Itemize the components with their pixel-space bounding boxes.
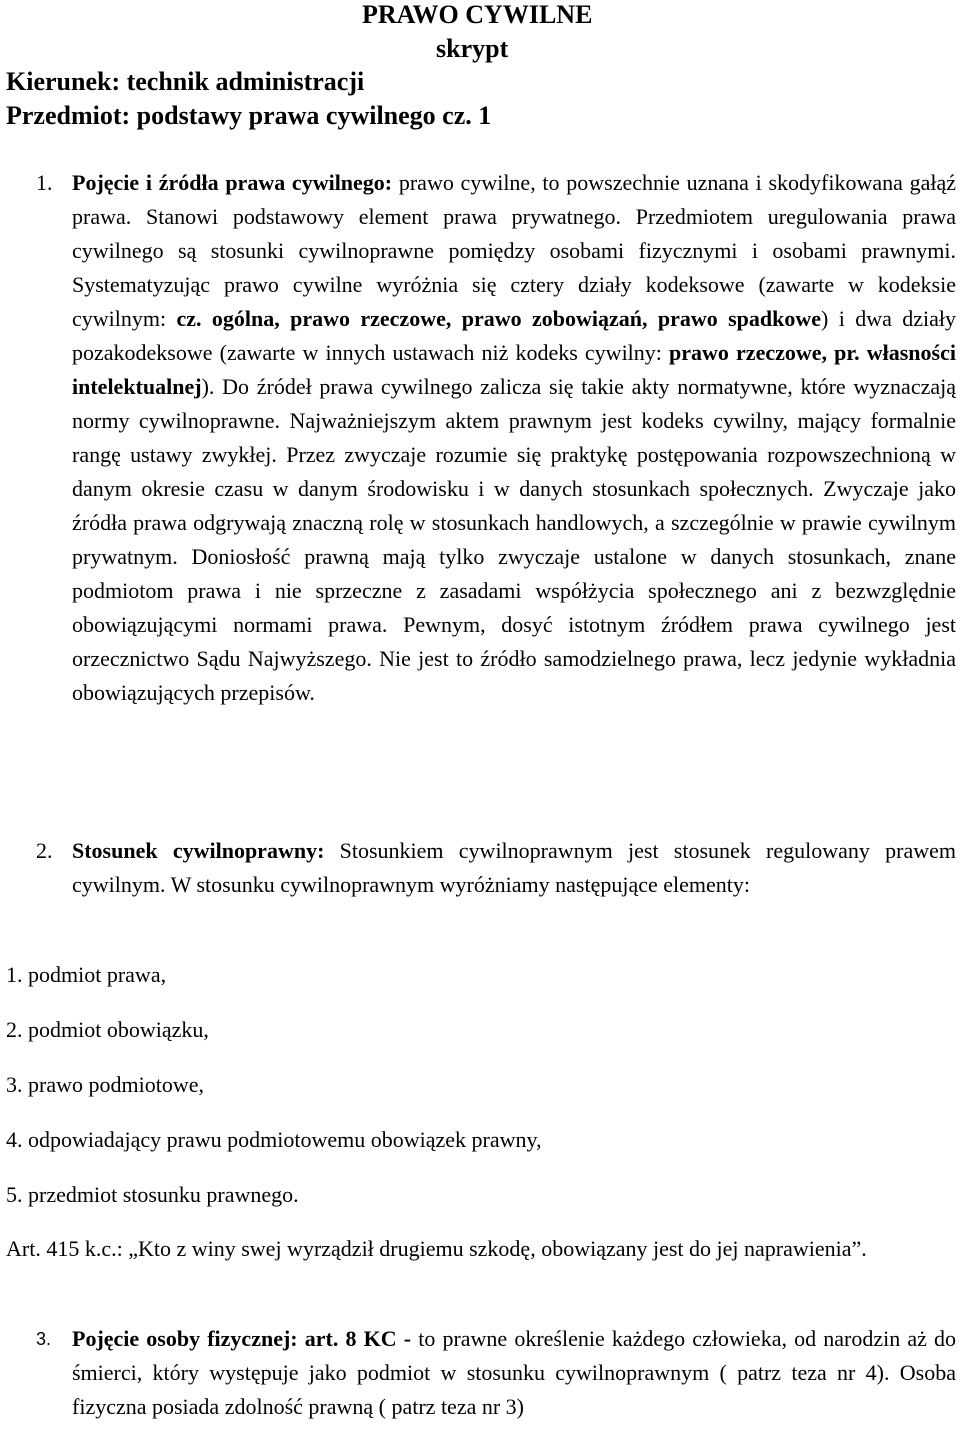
- section-1-paragraph: [72, 166, 956, 710]
- section-1-text-a: prawo cywilne, to powszechnie uznana i skodyfikowana gałąź prawa. Stanowi podstawowy element prawa prywatnego. Przedmiotem uregulowania prawa cywilnego są stosunki cywilnoprawne pomiędzy osobami fizycznymi i osobami prawnymi. Systematyzując prawo cywilne wyróżnia się cztery działy kodeksowe (zawarte w kodeksie cywilnym:: [72, 170, 956, 331]
- section-2-paragraph: [72, 834, 956, 902]
- section-1-text-c: ) i dwa działy pozakodeksowe (zawarte w innych ustawach niż kodeks cywilny:: [72, 306, 956, 365]
- section-3-text: to prawne określenie każdego człowieka, od narodzin aż do śmierci, który występuje jako podmiot w stosunku cywilnoprawnym ( patrz teza nr 4). Osoba fizyczna posiada zdolność prawną ( patrz teza nr 3): [72, 1326, 956, 1419]
- document-title: PRAWO CYWILNE: [362, 0, 593, 29]
- section-3-paragraph: [72, 1322, 956, 1424]
- section-1-noncode-divisions: prawo rzeczowe, pr. własności intelektualnej: [72, 340, 956, 399]
- list-item: 5. przedmiot stosunku prawnego.: [6, 1182, 299, 1207]
- section-1-number: 1.: [36, 170, 53, 195]
- section-1-text-e: ). Do źródeł prawa cywilnego zalicza się takie akty normatywne, które wyznaczają normy cywilnoprawne. Najważniejszym aktem prawnym jest kodeks cywilny, mający formalnie rangę ustawy zwykłej. Przez zwyczaje rozumie się praktykę postępowania rozpowszechnioną w danym okresie czasu w danym środowisku i w danych stosunkach społecznych. Zwyczaje jako źródła prawa odgrywają znaczną rolę w stosunkach handlowych, a szczególnie w prawie cywilnym prywatnym. Doniosłość prawną mają tylko zwyczaje ustalone w danych stosunkach, znane podmiotom prawa i nie sprzeczne z zasadami współżycia społecznego ani z bezwzględnie obowiązującymi normami prawa. Pewnym, dosyć istotnym źródłem prawa cywilnego jest orzecznictwo Sądu Najwyższego. Nie jest to źródło samodzielnego prawa, lecz jedynie wykładnia obowiązujących przepisów.: [72, 374, 956, 705]
- list-item: 2. podmiot obowiązku,: [6, 1017, 209, 1042]
- course-line: Kierunek: technik administracji: [6, 67, 365, 96]
- section-2-text: Stosunkiem cywilnoprawnym jest stosunek regulowany prawem cywilnym. W stosunku cywilnoprawnym wyróżniamy następujące elementy:: [72, 838, 956, 897]
- section-1-code-divisions: cz. ogólna, prawo rzeczowe, prawo zobowiązań, prawo spadkowe: [176, 306, 822, 331]
- section-2-number: 2.: [36, 838, 53, 863]
- document-subtitle: skrypt: [436, 34, 509, 63]
- section-3-heading: Pojęcie osoby fizycznej: art. 8 KC -: [72, 1326, 412, 1351]
- article-quote: Art. 415 k.c.: „Kto z winy swej wyrządził drugiemu szkodę, obowiązany jest do jej naprawienia”.: [6, 1236, 867, 1261]
- section-3-number: 3.: [36, 1329, 52, 1349]
- list-item: 3. prawo podmiotowe,: [6, 1072, 204, 1097]
- section-2-heading: Stosunek cywilnoprawny:: [72, 838, 325, 863]
- subject-line: Przedmiot: podstawy prawa cywilnego cz. 1: [6, 101, 492, 130]
- section-1-heading: Pojęcie i źródła prawa cywilnego:: [72, 170, 393, 195]
- list-item: 1. podmiot prawa,: [6, 962, 167, 987]
- list-item: 4. odpowiadający prawu podmiotowemu obowiązek prawny,: [6, 1127, 542, 1152]
